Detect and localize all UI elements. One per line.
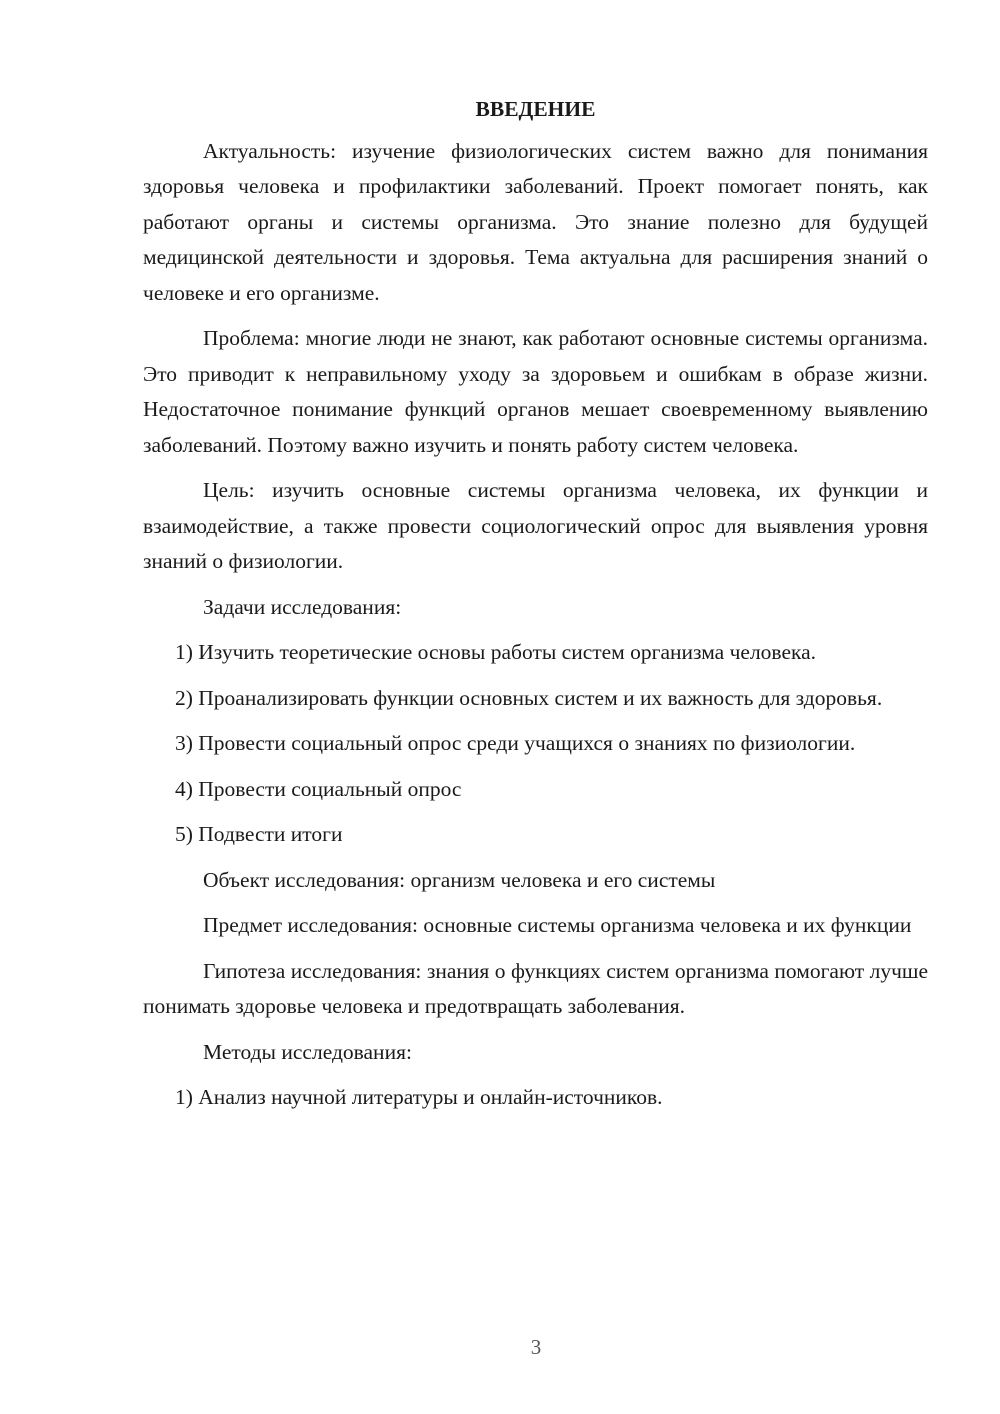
method-item: 1) Анализ научной литературы и онлайн-источников. [175, 1085, 663, 1109]
paragraph-object: Объект исследования: организм человека и его системы [203, 867, 716, 892]
paragraph-problem: Проблема: многие люди не знают, как работают основные системы организма. Это приводит к неправильному уходу за здоровьем и ошибкам в образе жизни. Недостаточное понимание функций органов мешает своевременному выявлению заболеваний. Поэтому важно изучить и понять работу систем человека. [143, 326, 928, 457]
task-item: 4) Провести социальный опрос [175, 776, 462, 801]
paragraph-methods-heading: Методы исследования: [203, 1039, 412, 1064]
task-item: 2) Проанализировать функции основных систем и их важность для здоровья. [175, 685, 883, 710]
task-item: 1) Изучить теоретические основы работы систем организма человека. [175, 640, 817, 664]
paragraph-tasks-heading: Задачи исследования: [203, 594, 402, 619]
paragraph-goal: Цель: изучить основные системы организма человека, их функции и взаимодействие, а также провести социологический опрос для выявления уровня знаний о физиологии. [143, 478, 928, 573]
page-number: 3 [530, 1335, 542, 1359]
paragraph-relevance: Актуальность: изучение физиологических систем важно для понимания здоровья человека и профилактики заболеваний. Проект помогает понять, как работают органы и системы организма. Это знание полезно для будущей медицинской деятельности и здоровья. Тема актуальна для расширения знаний о человеке и его организме. [143, 138, 928, 305]
task-item: 5) Подвести итоги [175, 822, 343, 846]
paragraph-subject: Предмет исследования: основные системы организма человека и их функции [203, 913, 912, 937]
section-title: ВВЕДЕНИЕ [475, 97, 596, 121]
paragraph-hypothesis: Гипотеза исследования: знания о функциях систем организма помогают лучше понимать здоровье человека и предотвращать заболевания. [143, 958, 928, 1018]
document-body [143, 92, 928, 1126]
task-item: 3) Провести социальный опрос среди учащихся о знаниях по физиологии. [175, 731, 856, 755]
